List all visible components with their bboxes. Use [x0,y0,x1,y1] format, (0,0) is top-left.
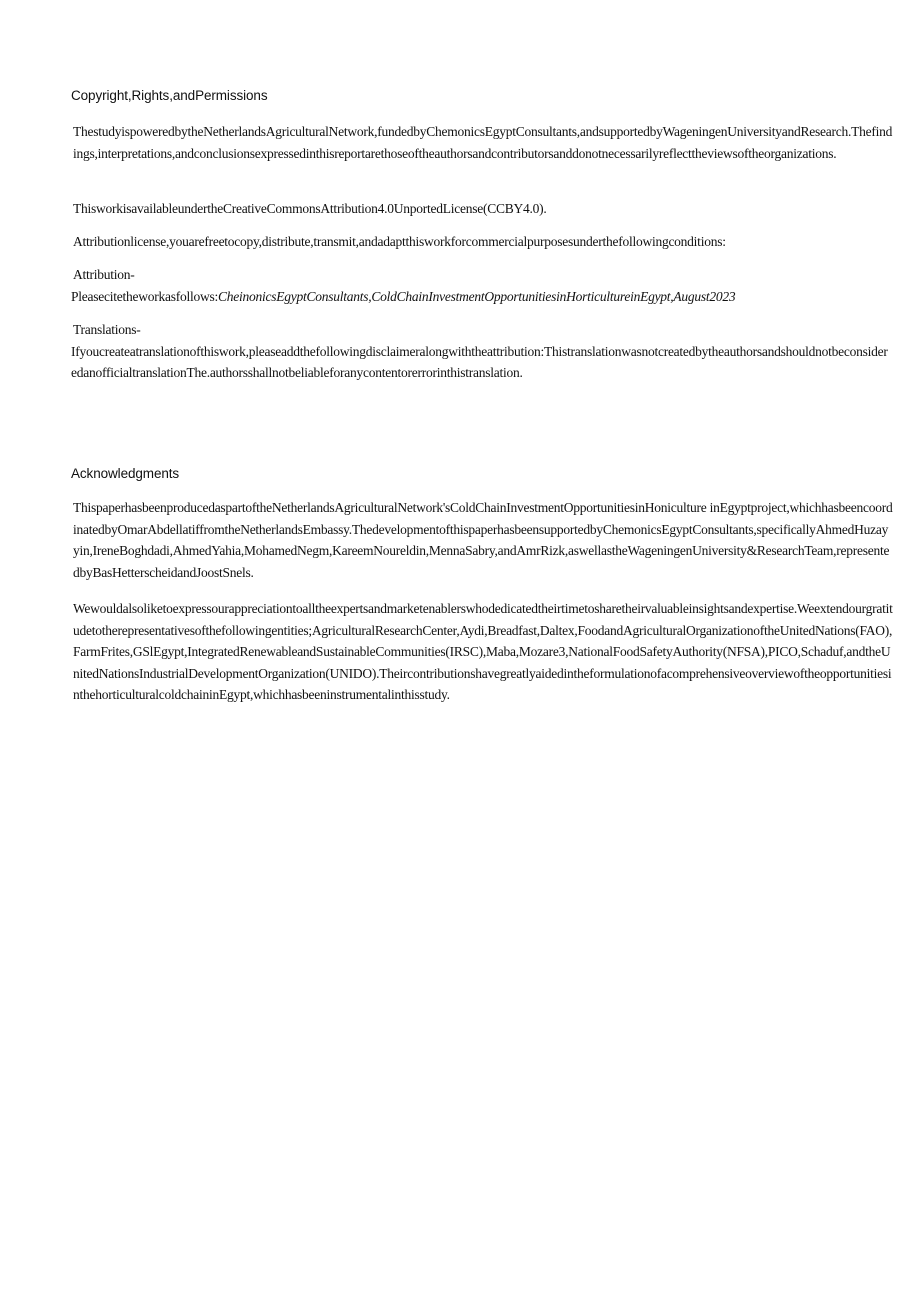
translations-text: Ifyoucreateatranslationofthiswork,pleaseaddthefollowingdisclaimeralongwiththeattribution:ThistranslationwasnotcreatedbytheauthorsandshouldnotbeconsideredanofficialtranslationThe.authorsshallnotbeliableforanycontentorerrorinthistranslation. [71,343,888,380]
acknowledgments-paragraph-gratitude: Wewouldalsoliketoexpressourappreciationtoalltheexpertsandmarketenablerswhodedicatedtheirtimetosharetheirvaluableinsightsandexpertise.Weextendourgratitudetotherepresentativesofthefollowingentities;AgriculturalResearchCenter,Aydi,Breadfast,Daltex,FoodandAgriculturalOrganizationoftheUnitedNations(FAO),FarmFrites,GSlEgypt,IntegratedRenewableandSustainableCommunities(IRSC),Maba,Mozare3,NationalFoodSafetyAuthority(NFSA),PICO,Schaduf,andtheUnitedNationsIndustrialDevelopmentOrganization(UNIDO).TheircontributionshavegreatlyaidedintheformulationofacomprehensiveoverviewoftheopportunitiesinthehorticulturalcoldchaininEgypt,whichhasbeeninstrumentalinthisstudy. [73,601,893,702]
attribution-label: Attribution- [73,267,135,282]
attribution-citation: CheinonicsEgyptConsultants,ColdChainInvestmentOpportunitiesinHorticultureinEgypt,August2023 [217,288,736,304]
copyright-paragraph-funding: ThestudyispoweredbytheNetherlandsAgriculturalNetwork,fundedbyChemonicsEgyptConsultants,andsupportedbyWageningenUniversityandResearch.Thefindings,interpretations,andconclusionsexpressedinthisreportarethoseoftheauthorsandcontributorsanddonotnecessarilyreflecttheviewsoftheorganizations. [73,124,893,161]
copyright-heading: Copyright,Rights,andPermissions [71,88,268,103]
copyright-paragraph-license: ThisworkisavailableundertheCreativeCommonsAttribution4.0UnportedLicense(CCBY4.0). [73,201,547,216]
copyright-paragraph-conditions: Attributionlicense,youarefreetocopy,distribute,transmit,andadaptthisworkforcommercialpurposesunderthefollowingconditions: [73,234,726,249]
translations-block [71,319,891,384]
acknowledgments-heading: Acknowledgments [71,466,180,481]
attribution-line [71,286,891,308]
translations-label: Translations- [73,322,141,337]
acknowledgments-paragraph-project: ThispaperhasbeenproducedaspartoftheNetherlandsAgriculturalNetwork'sColdChainInvestmentOpportunitiesinHoniculture inEgyptproject,whichhasbeencoordinatedbyOmarAbdellatiffromtheNetherlandsEmbassy.ThedevelopmentofthispaperhasbeensupportedbyChemonicsEgyptConsultants,specificallyAhmedHuzayyin,IreneBoghdadi,AhmedYahia,MohamedNegm,KareemNoureldin,MennaSabry,andAmrRizk,aswellastheWageningenUniversity&ResearchTeam,representedbyBasHetterscheidandJoostSnels. [73,500,893,580]
attribution-intro: Pleasecitetheworkasfollows: [71,288,218,304]
attribution-block [71,264,891,307]
